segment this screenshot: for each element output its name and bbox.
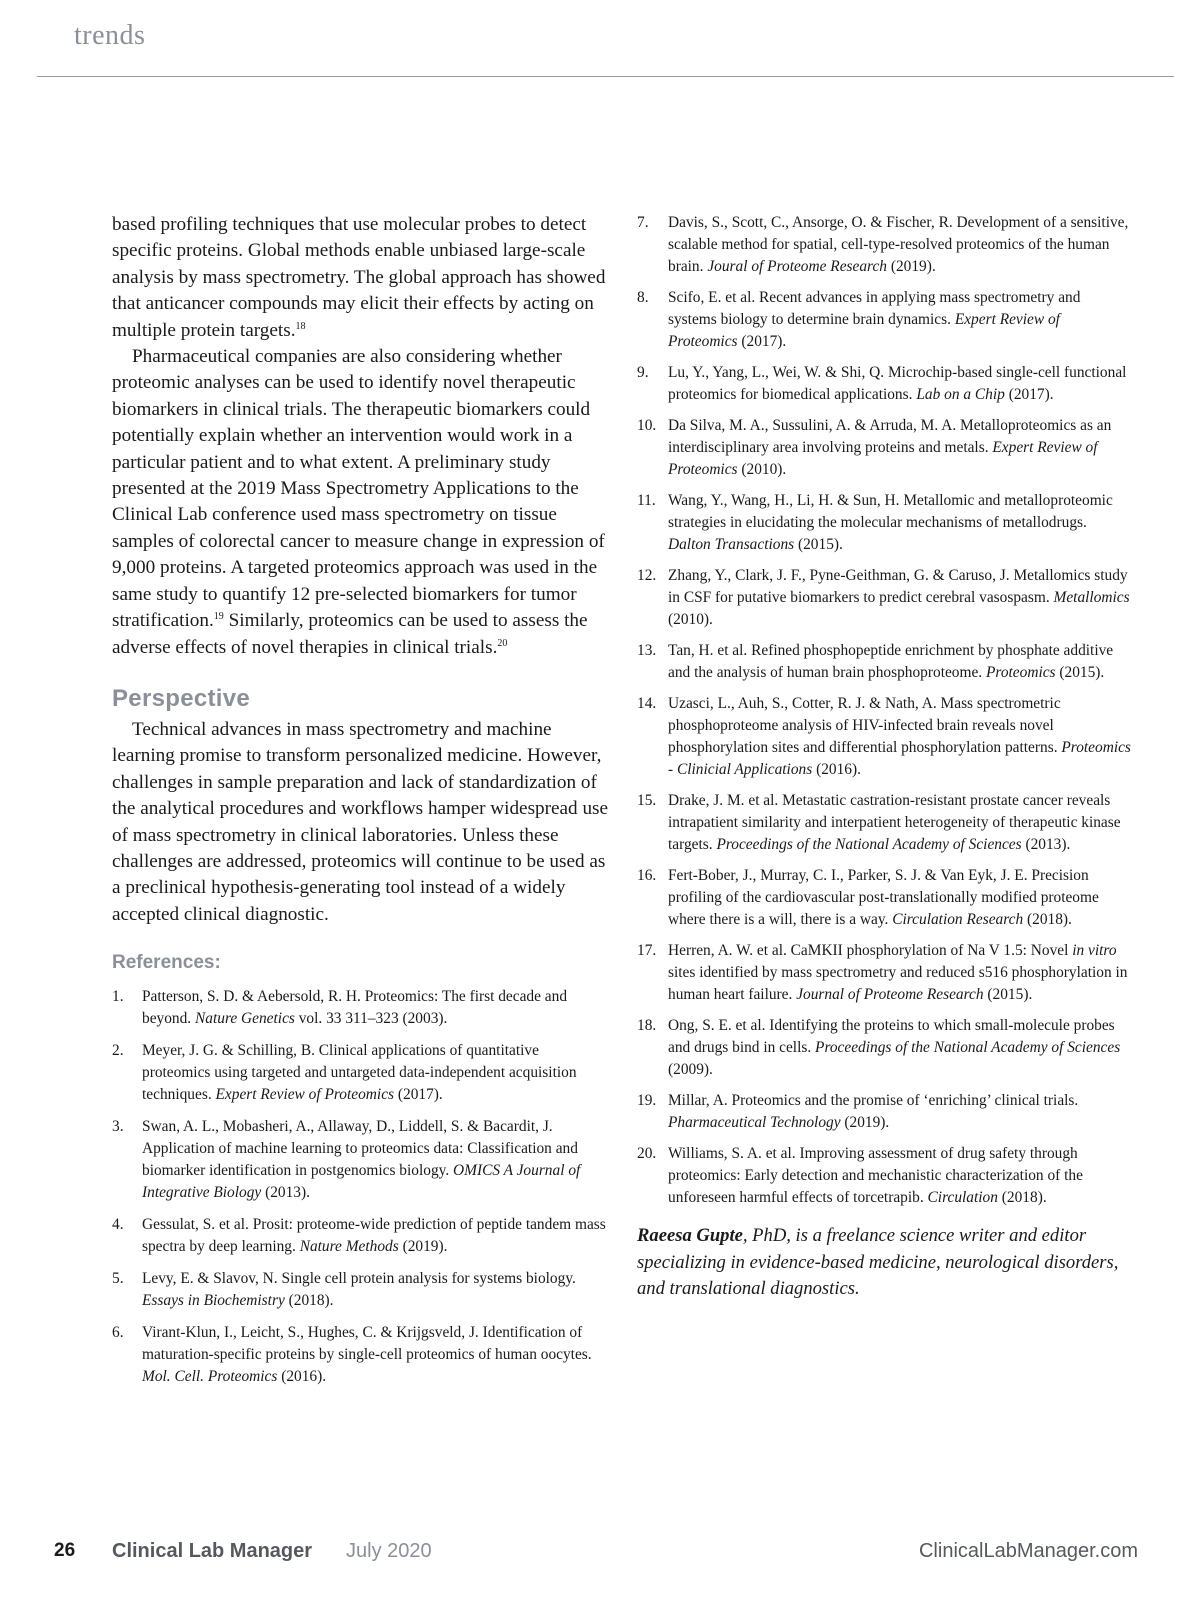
reference-tail: (2016). [812,761,861,778]
reference-number: 10. [637,417,657,434]
page-number: 26 [54,1540,76,1561]
reference-text: Herren, A. W. et al. CaMKII phosphorylation of Na V 1.5: Novel [668,942,1073,959]
reference-item [637,362,1133,406]
reference-journal: Proceedings of the National Academy of Sciences [815,1039,1121,1056]
reference-text: Swan, A. L., Mobasheri, A., Allaway, D., Liddell, S. & Bacardit, J. Application of machine learning to proteomics data: Classification and biomarker identification in postgenomics biology. [142,1118,578,1180]
author-bio [637,1223,1133,1303]
reference-item [112,1040,610,1106]
reference-number: 18. [637,1017,657,1034]
reference-journal: Circulation Research [892,911,1024,928]
perspective-body [112,717,610,928]
reference-text: Fert-Bober, J., Murray, C. I., Parker, S. J. & Van Eyk, J. E. Precision profiling of the cardiovascular post-translationally modified proteome where there is a will, there is a way. [668,867,1099,928]
reference-journal: Proteomics - Clinicial Applications [668,739,1131,778]
reference-text: Uzasci, L., Auh, S., Cotter, R. J. & Nath, A. Mass spectrometric phosphoproteome analysis of HIV-infected brain reveals novel phosphorylation sites and differential phosphorylation patterns. [668,695,1062,756]
reference-number: 6. [112,1324,124,1342]
reference-item [637,212,1133,278]
reference-tail: (2017). [394,1086,443,1104]
reference-item [112,1116,610,1204]
article-body [112,212,610,661]
reference-tail: (2009). [668,1061,713,1078]
reference-tail: (2010). [737,461,787,478]
reference-journal: Journal of Proteome Research [796,986,984,1003]
paragraph-1-text: based profiling techniques that use molecular probes to detect specific proteins. Global methods enable unbiased large-scale analysis by mass spectrometry. The global approach has showed that anticancer compounds may elicit their effects by acting on multiple protein targets. [112,214,606,341]
reference-text: Virant-Klun, I., Leicht, S., Hughes, C. & Krijgsveld, J. Identification of maturation-specific proteins by single-cell proteomics of human oocytes. [142,1324,592,1364]
reference-journal: Expert Review of Proteomics [215,1086,395,1104]
reference-text: Lu, Y., Yang, L., Wei, W. & Shi, Q. Microchip-based single-cell functional proteomics for biomedical applications. [668,364,1127,403]
reference-tail: (2010). [668,611,713,628]
reference-number: 14. [637,695,657,712]
reference-journal: Lab on a Chip [916,386,1005,403]
reference-journal: Expert Review of Proteomics [668,439,1098,478]
reference-number: 20. [637,1145,657,1162]
header-divider [37,76,1174,77]
right-column [637,212,1133,1303]
magazine-title: Clinical Lab Manager [112,1540,313,1562]
reference-item [637,865,1133,931]
reference-number: 1. [112,988,124,1006]
reference-number: 7. [637,214,649,231]
reference-tail: sites identified by mass spectrometry and reduced s516 phosphorylation in human heart failure. [668,964,1128,1003]
reference-journal: Metallomics [1053,589,1130,606]
reference-number: 13. [637,642,657,659]
reference-number: 8. [637,289,649,306]
reference-item [112,1214,610,1258]
reference-tail: (2019). [840,1114,890,1131]
reference-number: 11. [637,492,656,509]
reference-number: 3. [112,1118,124,1136]
reference-tail: (2015). [1055,664,1105,681]
reference-journal: Circulation [927,1189,998,1206]
reference-number: 19. [637,1092,657,1109]
citation-18: 18 [295,320,306,332]
reference-text: Da Silva, M. A., Sussulini, A. & Arruda, M. A. Metalloproteomics as an interdisciplinary area involving proteins and metals. [668,417,1112,456]
reference-journal: Joural of Proteome Research [707,258,887,275]
reference-tail: (2018). [997,1189,1047,1206]
reference-text: Drake, J. M. et al. Metastatic castration-resistant prostate cancer reveals intrapatient similarity and interpatient heterogeneity of therapeutic kinase targets. [668,792,1121,853]
issue-date: July 2020 [346,1540,432,1562]
reference-journal: Nature Methods [299,1238,399,1256]
reference-text: Ong, S. E. et al. Identifying the proteins to which small-molecule probes and drugs bind in cells. [668,1017,1115,1056]
reference-journal: Proteomics [986,664,1056,681]
reference-item [112,986,610,1030]
reference-tail: (2017). [1004,386,1054,403]
reference-item [112,1268,610,1312]
references-list-left [112,986,610,1388]
reference-tail: (2015). [794,536,843,553]
reference-number: 16. [637,867,657,884]
reference-tail: (2019). [398,1238,448,1256]
reference-text: Levy, E. & Slavov, N. Single cell protein analysis for systems biology. [142,1270,576,1288]
reference-number: 4. [112,1216,124,1234]
reference-item [112,1322,610,1388]
reference-number: 15. [637,792,657,809]
references-heading: References: [112,952,221,974]
reference-journal: Nature Genetics [195,1010,295,1028]
reference-journal: Dalton Transactions [668,536,795,553]
reference-tail: (2019). [886,258,936,275]
reference-text: Scifo, E. et al. Recent advances in applying mass spectrometry and systems biology to determine brain dynamics. [668,289,1081,328]
reference-journal: OMICS A Journal of Integrative Biology [142,1162,581,1202]
reference-item [637,415,1133,481]
reference-item [637,1090,1133,1134]
left-column [112,212,610,1398]
author-bio-text: , PhD, is a freelance science writer and editor specializing in evidence-based medicine, neurological disorders, and translational diagnostics. [637,1225,1119,1299]
reference-tail: (2017). [737,333,787,350]
reference-text: Zhang, Y., Clark, J. F., Pyne-Geithman, G. & Caruso, J. Metallomics study in CSF for putative biomarkers to predict cerebral vasospasm. [668,567,1128,606]
paragraph-1 [112,212,610,344]
reference-journal: Proceedings of the National Academy of Sciences [716,836,1022,853]
reference-item [637,693,1133,781]
website-link[interactable]: ClinicalLabManager.com [918,1540,1138,1562]
reference-tail: vol. 33 311–323 (2003). [294,1010,448,1028]
reference-text: Millar, A. Proteomics and the promise of ‘enriching’ clinical trials. [668,1092,1079,1109]
reference-number: 5. [112,1270,124,1288]
reference-text: Meyer, J. G. & Schilling, B. Clinical applications of quantitative proteomics using targeted and untargeted data-independent acquisition techniques. [142,1042,577,1104]
perspective-paragraph: Technical advances in mass spectrometry and machine learning promise to transform personalized medicine. However, challenges in sample preparation and lack of standardization of the analytical procedures and workflows hamper widespread use of mass spectrometry in clinical laboratories. Unless these challenges are addressed, proteomics will continue to be used as a preclinical hypothesis-generating tool instead of a widely accepted clinical diagnostic. [112,718,609,925]
reference-item [637,565,1133,631]
reference-journal: Essays in Biochemistry [142,1292,285,1310]
reference-text: Davis, S., Scott, C., Ansorge, O. & Fischer, R. Development of a sensitive, scalable method for spatial, cell-type-resolved proteomics of the human brain. [668,214,1129,275]
paragraph-2-text-b: Similarly, proteomics can be used to assess the adverse effects of novel therapies in clinical trials. [112,610,588,658]
reference-item [637,1143,1133,1209]
reference-tail: (2018). [1023,911,1072,928]
reference-journal: Expert Review of Proteomics [668,311,1060,350]
reference-item [637,790,1133,856]
reference-tail: (2015). [983,986,1033,1003]
perspective-heading: Perspective [112,684,251,712]
reference-tail: (2013). [261,1184,310,1202]
citation-20: 20 [497,637,508,649]
reference-item [637,1015,1133,1081]
reference-number: 2. [112,1042,124,1060]
reference-text: Williams, S. A. et al. Improving assessment of drug safety through proteomics: Early detection and mechanistic characterization of the unforeseen harmful effects of torcetrapib. [668,1145,1083,1206]
citation-19: 19 [213,611,224,623]
reference-number: 9. [637,364,649,381]
reference-tail: (2013). [1021,836,1071,853]
reference-tail: (2016). [277,1368,327,1386]
paragraph-2 [112,344,610,661]
reference-number: 12. [637,567,657,584]
reference-item [637,640,1133,684]
reference-tail: (2018). [284,1292,334,1310]
reference-text: Wang, Y., Wang, H., Li, H. & Sun, H. Metallomic and metalloproteomic strategies in elucidating the molecular mechanisms of metallodrugs. [668,492,1113,531]
paragraph-2-text-a: Pharmaceutical companies are also considering whether proteomic analyses can be used to identify novel therapeutic biomarkers in clinical trials. The therapeutic biomarkers could potentially explain whether an intervention would work in a particular patient and to what extent. A preliminary study presented at the 2019 Mass Spectrometry Applications to the Clinical Lab conference used mass spectrometry on tissue samples of colorectal cancer to measure change in expression of 9,000 proteins. A targeted proteomics approach was used in the same study to quantify 12 pre-selected biomarkers for tumor stratification. [112,346,605,632]
reference-number: 17. [637,942,657,959]
reference-journal: Pharmaceutical Technology [668,1114,841,1131]
references-list-right [637,212,1133,1209]
section-label: trends [74,20,146,51]
page-footer [0,1540,1200,1580]
reference-item [637,287,1133,353]
reference-text: Tan, H. et al. Refined phosphopeptide enrichment by phosphate additive and the analysis of human brain phosphoproteome. [668,642,1114,681]
reference-journal: Mol. Cell. Proteomics [142,1368,278,1386]
reference-text: Gessulat, S. et al. Prosit: proteome-wide prediction of peptide tandem mass spectra by deep learning. [142,1216,606,1256]
reference-journal: in vitro [1072,942,1117,959]
author-name: Raeesa Gupte [637,1225,743,1246]
reference-text: Patterson, S. D. & Aebersold, R. H. Proteomics: The first decade and beyond. [142,988,568,1028]
reference-item [637,490,1133,556]
reference-item [637,940,1133,1006]
